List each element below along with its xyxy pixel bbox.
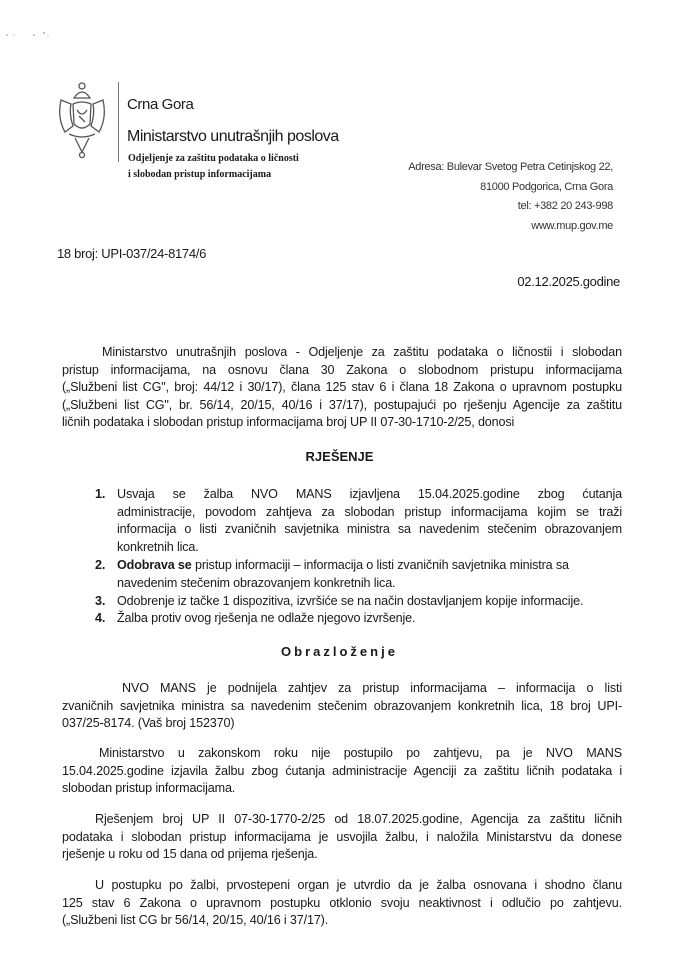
department-name [128,151,299,183]
ministry-name: Ministarstvo unutrašnjih poslova [127,128,339,145]
reasoning-title: Obrazloženje [281,644,398,659]
text-line: Usvaja se žalba NVO MANS izjavljena 15.04.2025.godine zbog ćutanja [117,487,622,501]
address-line: Adresa: Bulevar Svetog Petra Cetinjskog 22, [408,161,613,173]
department-line: i slobodan pristup informacijama [128,169,272,180]
text-line: Odobrenje iz tačke 1 dispozitiva, izvršiće se na način dostavljanjem kopije informacije. [117,594,584,608]
decision-item [95,610,622,628]
decision-item [95,593,622,611]
text-line: 125 stav 6 Zakona o upravnom postupku otklonio svoju neaktivnost i odlučio po zahtjevu. [62,895,622,910]
text-line: U postupku po žalbi, prvostepeni organ je utvrdio da je žalba osnovana i shodno članu [95,878,622,892]
reasoning-paragraph [62,877,622,930]
text-line: 037/25-8174. (Vaš broj 152370) [62,716,235,730]
text-line: navedenim stečenim obrazovanjem konkretnih lica. [117,575,396,590]
decision-title: RJEŠENJE [305,449,374,464]
address-block [408,158,613,236]
text-line: Žalba protiv ovog rješenja ne odlaže njegovo izvršenje. [117,611,416,625]
text-line: konkretnih lica. [117,539,199,554]
text-line: („Službeni list CG br 56/14, 20/15, 40/16 i 37/17). [62,913,329,927]
text-line: („Službeni list CG", br. 56/14, 20/15, 40/16 i 37/17), postupajući po rješenju Agencije za zaštitu [62,397,622,412]
document-date: 02.12.2025.godine [517,274,620,289]
text-line: Ministarstvo unutrašnjih poslova - Odjeljenje za zaštitu podataka o ličnostii i slobodan [102,345,622,359]
text-line: podataka i slobodan pristup informacijama je usvojila žalbu, i naložila Ministarstvu da donese [62,829,622,844]
text-line: pristup informaciji – informacija o listi zvaničnih savjetnika ministra sa [191,558,569,572]
department-line: Odjeljenje za zaštitu podataka o ličnosti [128,153,299,164]
intro-paragraph [62,344,622,432]
item-number: 1. [95,487,106,501]
header-divider [118,82,119,162]
website: www.mup.gov.me [531,219,613,232]
text-line: 15.04.2025.godine izjavila žalbu zbog ćutanja administracije Agenciji za zaštitu ličnih podataka i [62,763,622,778]
decision-item [95,557,622,592]
decision-item [95,486,622,556]
text-line: Ministarstvo u zakonskom roku nije postupilo po zahtjevu, pa je NVO MANS [99,746,622,760]
text-line: NVO MANS je podnijela zahtjev za pristup informacijama – informacija o listi [122,681,622,695]
text-line: informacija o listi zvaničnih savjetnika ministra sa navedenim stečenim obrazovanjem [117,522,622,536]
reasoning-paragraph [62,811,622,864]
phone: tel: +382 20 243-998 [517,200,613,213]
text-line: zvaničnih savjetnika ministra sa navedenim stečenim obrazovanjem konkretnih lica, 18 broj UPI- [62,698,622,713]
text-line: ličnih podataka i slobodan pristup informacijama broj UP II 07-30-1710-2/25, donosi [62,415,515,429]
bold-phrase: Odobrava se [117,558,192,572]
scan-specks [4,30,54,38]
country-name: Crna Gora [127,96,194,113]
text-line: administracije, povodom zahtjeva za slobodan pristup informacijama kojim se traži [117,504,622,519]
text-line: Rješenjem broj UP II 07-30-1770-2/25 od 18.07.2025.godine, Agencija za zaštitu ličnih [95,812,622,826]
address-line: 81000 Podgorica, Crna Gora [480,180,613,193]
reference-number: 18 broj: UPI-037/24-8174/6 [57,246,207,261]
reasoning-paragraph [62,745,622,798]
coat-of-arms-emblem [55,78,109,160]
text-line: slobodan pristup informacijama. [62,781,236,795]
item-number: 3. [95,594,106,608]
reasoning-paragraph [62,680,622,733]
text-line: („Službeni list CG", broj: 44/12 i 30/17), člana 125 stav 6 i člana 18 Zakona o upravnom postupku [62,380,622,394]
text-line: pristup informacijama, na osnovu člana 30 Zakona o slobodnom pristupu informacijama [62,362,622,377]
text-line: rješenje u roku od 15 dana od prijema rješenja. [62,847,318,861]
item-number: 4. [95,611,106,625]
item-number: 2. [95,558,106,572]
